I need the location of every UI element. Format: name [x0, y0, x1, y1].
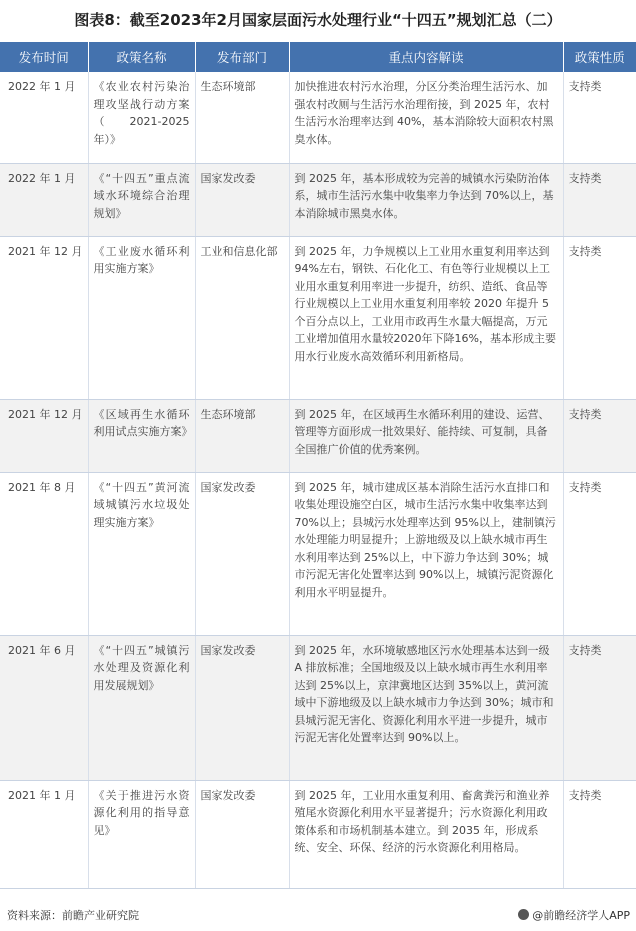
cell-name: 《工业废水循环利用实施方案》 — [88, 236, 195, 399]
cell-content: 到 2025 年，工业用水重复利用、畜禽粪污和渔业养殖尾水资源化利用水平显著提升；污水资源化利用政策体系和市场机制基本建立。到 2035 年，形成系统、安全、环保、经济的污水资源化利用格局。 — [289, 780, 563, 888]
header-content: 重点内容解读 — [289, 42, 563, 72]
table-row — [0, 635, 636, 780]
cell-dept: 国家发改委 — [195, 780, 289, 888]
brand-credit — [518, 907, 630, 923]
cell-name: 《“十四五”城镇污水处理及资源化利用发展规划》 — [88, 635, 195, 780]
cell-content: 到 2025 年，在区域再生水循环利用的建设、运营、管理等方面形成一批效果好、能持续、可复制，具备全国推广价值的优秀案例。 — [289, 399, 563, 472]
header-dept: 发布部门 — [195, 42, 289, 72]
cell-content: 到 2025 年，基本形成较为完善的城镇水污染防治体系，城市生活污水集中收集率力争达到 70%以上，基本消除城市黑臭水体。 — [289, 163, 563, 236]
cell-content: 到 2025 年，水环境敏感地区污水处理基本达到一级 A 排放标准；全国地级及以上缺水城市再生水利用率达到 25%以上，京津冀地区达到 35%以上，黄河流域中下游地级及以上缺水城市力争达到 30%；城市和县城污泥无害化、资源化利用水平进一步提升，城市污泥无害化处置率达到 90%以上。 — [289, 635, 563, 780]
table-row — [0, 472, 636, 635]
table-header-row — [0, 42, 636, 72]
cell-date: 2021 年 1 月 — [0, 780, 88, 888]
header-date: 发布时间 — [0, 42, 88, 72]
cell-type: 支持类 — [563, 163, 636, 236]
cell-type: 支持类 — [563, 635, 636, 780]
cell-dept: 工业和信息化部 — [195, 236, 289, 399]
table-row — [0, 163, 636, 236]
cell-name: 《关于推进污水资源化利用的指导意见》 — [88, 780, 195, 888]
brand-label: @前瞻经济学人APP — [532, 909, 630, 922]
brand-logo-icon — [518, 909, 529, 920]
table-row — [0, 72, 636, 163]
cell-dept: 生态环境部 — [195, 72, 289, 163]
table-row — [0, 236, 636, 399]
cell-dept: 国家发改委 — [195, 472, 289, 635]
cell-dept: 国家发改委 — [195, 635, 289, 780]
cell-date: 2021 年 8 月 — [0, 472, 88, 635]
header-type: 政策性质 — [563, 42, 636, 72]
cell-date: 2021 年 6 月 — [0, 635, 88, 780]
cell-type: 支持类 — [563, 236, 636, 399]
cell-type: 支持类 — [563, 472, 636, 635]
cell-date: 2022 年 1 月 — [0, 72, 88, 163]
policy-table — [0, 42, 636, 889]
cell-date: 2022 年 1 月 — [0, 163, 88, 236]
cell-type: 支持类 — [563, 399, 636, 472]
cell-dept: 国家发改委 — [195, 163, 289, 236]
cell-type: 支持类 — [563, 780, 636, 888]
table-row — [0, 399, 636, 472]
cell-content: 加快推进农村污水治理，分区分类治理生活污水、加强农村改厕与生活污水治理衔接，到 2025 年，农村生活污水治理率达到 40%，基本消除较大面积农村黑臭水体。 — [289, 72, 563, 163]
cell-name: 《区域再生水循环利用试点实施方案》 — [88, 399, 195, 472]
cell-name: 《农业农村污染治理攻坚战行动方案（2021-2025 年）》 — [88, 72, 195, 163]
table-row — [0, 780, 636, 888]
cell-content: 到 2025 年，城市建成区基本消除生活污水直排口和收集处理设施空白区，城市生活污水集中收集率达到 70%以上；县城污水处理率达到 95%以上，建制镇污水处理能力明显提升；上游地级及以上缺水城市再生水利用率达到 25%以上，中下游力争达到 30%；城市污泥无害化处置率达到 90%以上，城镇污泥资源化利用水平明显提升。 — [289, 472, 563, 635]
cell-name: 《“十四五”重点流域水环境综合治理规划》 — [88, 163, 195, 236]
cell-content: 到 2025 年，力争规模以上工业用水重复利用率达到 94%左右，钢铁、石化化工、有色等行业规模以上工业用水重复利用率进一步提升，纺织、造纸、食品等行业规模以上工业用水重复利用率较 2020 年提升 5 个百分点以上，工业用市政再生水量大幅提高，万元工业增加值用水量较2020年下降16%，基本形成主要用水行业废水高效循环利用新格局。 — [289, 236, 563, 399]
cell-dept: 生态环境部 — [195, 399, 289, 472]
header-name: 政策名称 — [88, 42, 195, 72]
cell-name: 《“十四五”黄河流域城镇污水垃圾处理实施方案》 — [88, 472, 195, 635]
cell-type: 支持类 — [563, 72, 636, 163]
cell-date: 2021 年 12 月 — [0, 236, 88, 399]
cell-date: 2021 年 12 月 — [0, 399, 88, 472]
footer — [0, 905, 636, 927]
source-note: 资料来源：前瞻产业研究院 — [7, 909, 139, 922]
page-title: 图表8：截至2023年2月国家层面污水处理行业“十四五”规划汇总（二） — [74, 11, 562, 29]
